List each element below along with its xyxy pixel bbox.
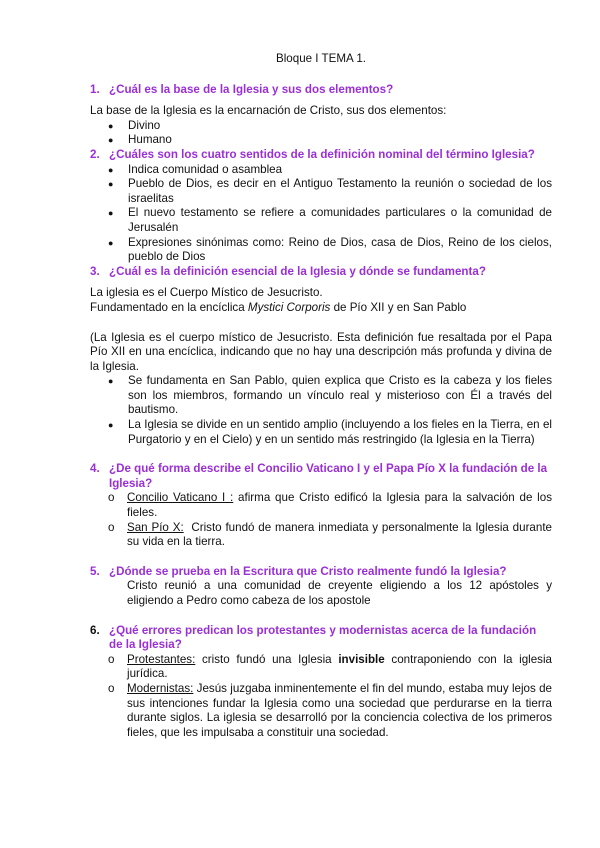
answer-2-list	[90, 163, 552, 265]
question-1-number: 1.	[90, 82, 100, 96]
question-6	[90, 624, 552, 653]
item-text-post: contraponiendo con la iglesia jurídica.	[127, 652, 552, 681]
item-text-pre: cristo fundó una Iglesia	[195, 652, 339, 666]
question-1	[90, 83, 552, 98]
question-1-text: ¿Cuál es la base de la Iglesia y sus dos elementos?	[109, 82, 394, 96]
question-4-number: 4.	[90, 462, 100, 476]
item-text: Cristo fundó de manera inmediata y personalmente la Iglesia durante su vida en la tierra.	[127, 520, 556, 549]
list-item: ● Divino	[128, 119, 552, 134]
document-title: Bloque I TEMA 1.	[275, 52, 366, 65]
question-3-number: 3.	[90, 264, 100, 278]
list-item: ● El nuevo testamento se refiere a comunidades particulares o la comunidad de Jerusalén	[128, 206, 552, 235]
item-label: Modernistas:	[127, 681, 194, 695]
list-item	[127, 653, 552, 682]
answer-4-list	[90, 491, 556, 549]
answer-3-line-2-post: de Pío XII y en San Pablo	[330, 300, 467, 314]
question-6-number: 6.	[90, 623, 100, 637]
list-item: ● Humano	[128, 133, 552, 148]
question-3	[90, 265, 552, 280]
answer-3-line-2-pre: Fundamentado en la encíclica	[90, 300, 248, 314]
answer-3-line-2	[90, 301, 552, 316]
list-item: ● La Iglesia se divide en un sentido amplio (incluyendo a los fieles en la Tierra, en el Purgatorio y en el Cielo) y en un sentido más restringido (la Iglesia en la Tierra)	[128, 418, 552, 447]
document-page	[90, 52, 556, 740]
question-6-text: ¿Qué errores predican los protestantes y modernistas acerca de la fundación de la Iglesia?	[109, 623, 537, 652]
item-text: afirma que Cristo edificó la Iglesia para la salvación de los fieles.	[127, 491, 552, 520]
question-2-text: ¿Cuáles son los cuatro sentidos de la definición nominal del término Iglesia?	[109, 147, 535, 161]
question-5-number: 5.	[90, 564, 100, 578]
encyclical-name: Mystici Corporis	[247, 300, 331, 314]
question-5	[90, 565, 552, 580]
question-2-number: 2.	[90, 147, 100, 161]
question-4-text: ¿De qué forma describe el Concilio Vaticano I y el Papa Pío X la fundación de la Iglesia?	[109, 462, 548, 490]
answer-1-text: La base de la Iglesia es la encarnación de Cristo, sus dos elementos:	[90, 104, 447, 118]
question-4	[90, 462, 552, 491]
question-2	[90, 148, 552, 163]
item-label: Protestantes:	[127, 652, 196, 666]
answer-5-text: Cristo reunió a una comunidad de creyente eligiendo a los 12 apóstoles y eligiendo a Pedro como cabeza de los apostole	[127, 579, 552, 607]
list-item: ● Pueblo de Dios, es decir en el Antiguo Testamento la reunión o sociedad de los israelitas	[128, 177, 552, 206]
item-label: San Pío X:	[127, 520, 184, 534]
list-item: ● Se fundamenta en San Pablo, quien explica que Cristo es la cabeza y los fieles son los miembros, formando un vínculo real y misterioso con Él a través del bautismo.	[128, 374, 552, 418]
list-item: ● Expresiones sinónimas como: Reino de Dios, casa de Dios, Reino de los cielos, pueblo de Dios	[128, 236, 552, 265]
list-item: ● Indica comunidad o asamblea	[128, 163, 552, 178]
list-item	[127, 520, 556, 550]
answer-3-list	[90, 374, 552, 447]
question-3-text: ¿Cuál es la definición esencial de la Iglesia y dónde se fundamenta?	[109, 264, 486, 278]
item-text: Jesús juzgaba inminentemente el fin del mundo, estaba muy lejos de sus intenciones fundar la Iglesia como una sociedad que perdurarse en la tierra durante siglos. La iglesia se desarrolló por la conciencia colectiva de los primeros fieles, que les impulsaba a constituir una sociedad.	[127, 681, 552, 739]
answer-1-list	[90, 119, 552, 148]
list-item	[127, 682, 552, 740]
list-item	[127, 491, 552, 520]
item-label: Concilio Vaticano I :	[127, 491, 234, 505]
question-5-text: ¿Dónde se prueba en la Escritura que Cristo realmente fundó la Iglesia?	[109, 564, 507, 578]
answer-3-line-1: La iglesia es el Cuerpo Místico de Jesucristo.	[90, 286, 323, 300]
item-text-bold: invisible	[338, 652, 385, 666]
answer-6-list	[90, 653, 552, 741]
answer-3-paragraph: (La Iglesia es el cuerpo místico de Jesucristo. Esta definición fue resaltada por el Papa Pío XII en una encíclica, indicando que no hay una descripción más profunda y divina de la Iglesia.	[90, 330, 552, 373]
